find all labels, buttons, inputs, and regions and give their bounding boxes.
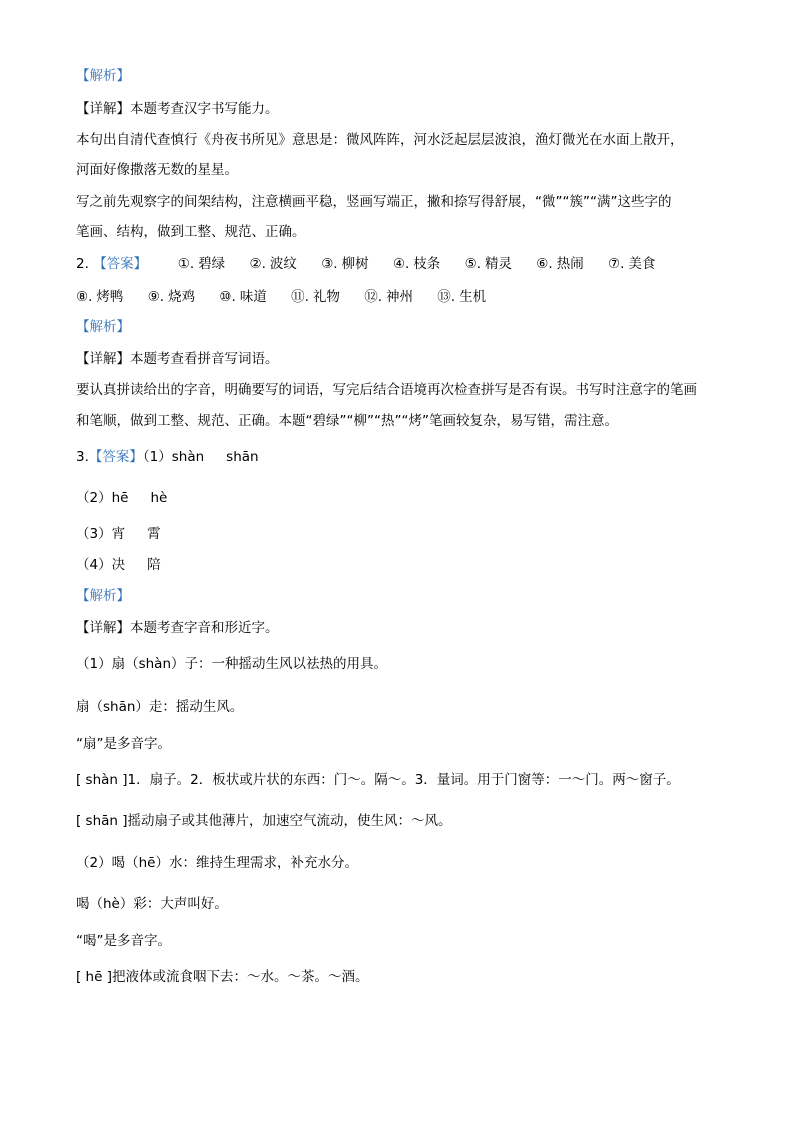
answer-index: ⑨.	[147, 289, 165, 305]
answer-index: ⑪.	[291, 289, 309, 305]
explanation-line: [ shàn ]1．扇子。2．板状或片状的东西：门～。隔～。3．量词。用于门窗等：一～门。两～窗子。	[76, 772, 680, 788]
answer-index: ⑧.	[76, 289, 93, 305]
analysis-heading: 【解析】	[76, 319, 130, 335]
explanation-line: [ hē ]把液体或流食咽下去：～水。～茶。～酒。	[76, 969, 369, 985]
answer-index: ⑩.	[219, 289, 236, 305]
sub-label: （1）	[142, 449, 172, 465]
question-3-answer-2	[76, 489, 167, 507]
answer-word: 精灵	[485, 256, 512, 272]
answer-word: 味道	[239, 289, 267, 305]
answer-value: 决	[111, 557, 126, 573]
paragraph-line: 笔画、结构，做到工整、规范、正确。	[76, 224, 306, 240]
answer-index: ⑦.	[608, 256, 625, 272]
question-3-answer-4	[76, 556, 161, 574]
answer-word: 生机	[459, 289, 487, 305]
answer-word: 礼物	[312, 289, 340, 305]
answer-index: ①.	[177, 256, 195, 272]
paragraph-line: 本句出自清代查慎行《舟夜书所见》意思是：微风阵阵，河水泛起层层波浪，渔灯微光在水面上散开，	[76, 132, 684, 148]
sub-label: （2）	[76, 490, 112, 506]
answer-index: ③.	[321, 256, 338, 272]
answer-index: ⑤.	[464, 256, 481, 272]
answer-word: 柳树	[341, 256, 369, 272]
detail-line: 【详解】本题考查汉字书写能力。	[76, 101, 279, 117]
explanation-line: 扇（shān）走：摇动生风。	[76, 699, 244, 715]
sub-label: （3）	[76, 526, 112, 542]
question-2-answer-row-1	[76, 255, 655, 273]
answer-value: shān	[226, 449, 259, 465]
question-3-answer-3	[76, 525, 161, 543]
answer-word: 热闹	[556, 256, 584, 272]
answer-word: 神州	[386, 289, 413, 305]
paragraph-line: 和笔顺，做到工整、规范、正确。本题“碧绿”“柳”“热”“烤”笔画较复杂，易写错，需注意。	[76, 413, 618, 429]
answer-tag: 【答案】	[93, 256, 148, 272]
explanation-line: “扇”是多音字。	[76, 736, 171, 752]
explanation-line: 喝（hè）彩：大声叫好。	[76, 896, 228, 912]
detail-line: 【详解】本题考查看拼音写词语。	[76, 351, 279, 367]
paragraph-line: 要认真拼读给出的字音，明确要写的词语，写完后结合语境再次检查拼写是否有误。书写时注意字的笔画	[76, 382, 697, 398]
explanation-line: （2）喝（hē）水：维持生理需求，补充水分。	[76, 855, 358, 871]
paragraph-line: 河面好像撒落无数的星星。	[76, 162, 238, 178]
answer-word: 美食	[628, 256, 656, 272]
explanation-line: （1）扇（shàn）子：一种摇动生风以祛热的用具。	[76, 656, 388, 672]
question-number: 2.	[76, 256, 89, 272]
answer-value: shàn	[171, 449, 205, 465]
answer-index: ②.	[249, 256, 266, 272]
answer-word: 枝条	[413, 256, 441, 272]
answer-index: ⑥.	[536, 256, 553, 272]
answer-value: 宵	[111, 526, 126, 542]
answer-index: ④.	[392, 256, 410, 272]
answer-index: ⑬.	[437, 289, 456, 305]
detail-line: 【详解】本题考查字音和形近字。	[76, 620, 279, 636]
question-2-answer-row-2	[76, 288, 486, 306]
answer-value: 陪	[147, 557, 161, 573]
answer-value: hè	[150, 490, 168, 506]
explanation-line: “喝”是多音字。	[76, 933, 171, 949]
answer-index: ⑫.	[364, 289, 382, 305]
analysis-heading: 【解析】	[76, 588, 130, 604]
answer-value: 霄	[147, 526, 161, 542]
answer-word: 碧绿	[198, 256, 226, 272]
paragraph-line: 写之前先观察字的间架结构，注意横画平稳，竖画写端正，撇和捺写得舒展，“微”“簇”“满”这些字的	[76, 194, 672, 210]
analysis-heading: 【解析】	[76, 68, 130, 84]
question-number: 3.	[76, 449, 89, 465]
explanation-line: [ shān ]摇动扇子或其他薄片，加速空气流动，使生风：～风。	[76, 813, 452, 829]
answer-value: hē	[111, 490, 129, 506]
sub-label: （4）	[76, 557, 112, 573]
question-3-answer-1	[76, 448, 259, 466]
answer-tag: 【答案】	[88, 449, 143, 465]
answer-word: 烤鸭	[96, 289, 124, 305]
answer-word: 波纹	[269, 256, 297, 272]
answer-word: 烧鸡	[168, 289, 196, 305]
